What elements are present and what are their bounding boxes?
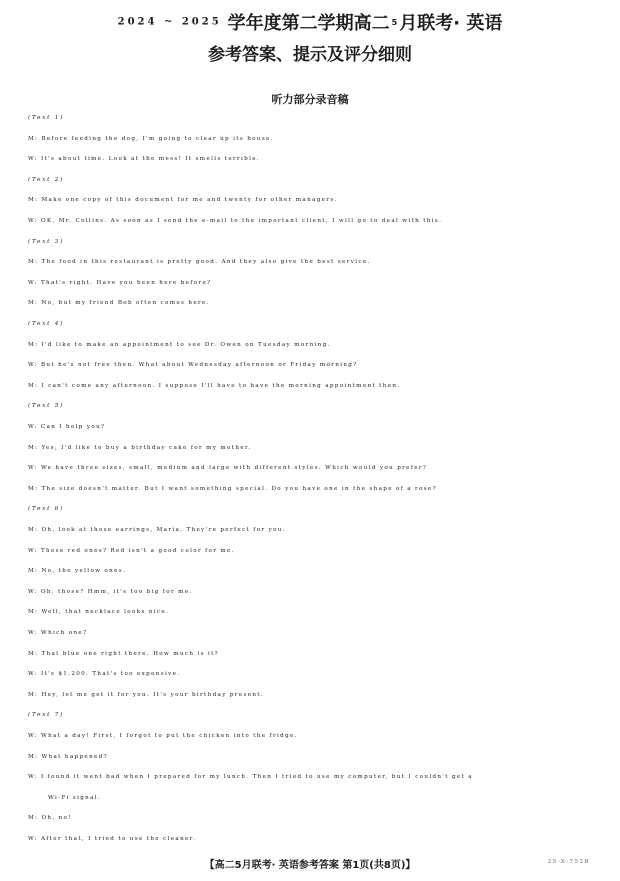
transcript-line: M: Before feeding the dog, I'm going to clear up its house.: [28, 135, 274, 142]
transcript-section-heading: (Text 3): [28, 238, 65, 245]
transcript-line: W: Which one?: [28, 630, 88, 636]
transcript-line: W: I found it went bad when I prepared for my lunch. Then I tried to use my computer, but I couldn't get a: [28, 774, 473, 781]
transcript-line: W: That's right. Have you been here before?: [28, 279, 212, 286]
transcript-line: W: Can I help you?: [28, 424, 106, 430]
transcript-line: M: Well, that necklace looks nice.: [28, 609, 170, 616]
transcript-section-heading: (Text 4): [28, 321, 65, 327]
transcript-line: M: I'd like to make an appointment to see Dr. Owen on Tuesday morning.: [28, 341, 331, 348]
transcript-line: W: It's $1,200. That's too expensive.: [28, 671, 181, 678]
transcript-section-heading: (Text 1): [28, 115, 65, 121]
transcript-line: M: I can't come any afternoon. I suppose I'll have to have the morning appointment then.: [28, 382, 401, 389]
transcript-section-heading: (Text 2): [28, 176, 65, 183]
footer-code: 25-X-752B: [547, 859, 590, 865]
transcript-line: W: But he's not free then. What about Wednesday afternoon or Friday morning?: [28, 362, 358, 369]
transcript-line: M: No, the yellow ones.: [28, 568, 127, 575]
transcript-line: M: Yes, I'd like to buy a birthday cake for my mother.: [28, 444, 252, 451]
exam-years: 2024 ~ 2025: [117, 16, 222, 28]
transcript-line: W: These red ones? Red isn't a good color for me.: [28, 547, 235, 554]
exam-subtitle: 参考答案、提示及评分细则: [208, 45, 412, 65]
page-footer: [0, 856, 620, 872]
transcript-line: M: The food in this restaurant is pretty good. And they also give the best service.: [28, 259, 371, 266]
transcript-line: M: Oh, no!: [28, 815, 72, 822]
transcript-line: M: The size doesn't matter. But I want something special. Do you have one in the shape of a rose?: [28, 485, 438, 492]
transcript-line: M: What happened?: [28, 753, 108, 760]
transcript-line: M: That blue one right there. How much is it?: [28, 650, 220, 657]
transcript-line: W: What a day! First, I forgot to put the chicken into the fridge.: [28, 733, 298, 739]
transcript-line: W: OK, Mr. Collins. As soon as I send the e-mail to the important client, I will go to deal with this.: [28, 218, 443, 224]
transcript-section-heading: (Text 6): [28, 506, 65, 513]
transcript-line: Wi-Fi signal.: [48, 794, 102, 801]
transcript-line: M: No, but my friend Bob often comes here.: [28, 300, 210, 307]
footer-text: 【高二5月联考· 英语参考答案 第1页(共8页)】: [204, 860, 416, 871]
exam-title-part2: 月联考· 英语: [399, 13, 503, 34]
transcript-line: M: Oh, look at those earrings, Maria. They're perfect for you.: [28, 527, 286, 533]
transcript-line: W: Oh, those? Hmm, it's too big for me.: [28, 588, 193, 595]
transcript-line: M: Make one copy of this document for me and twenty for other managers.: [28, 197, 338, 204]
section-title: 听力部分录音稿: [271, 93, 349, 106]
transcript-line: M: Hey, let me get it for you. It's your birthday present.: [28, 691, 265, 698]
exam-title: [0, 9, 620, 35]
transcript-section-heading: (Text 5): [28, 403, 65, 410]
transcript-line: W: It's about time. Look at the mess! It smells terrible.: [28, 156, 261, 163]
exam-month-number: 5: [391, 17, 398, 27]
exam-title-part1: 学年度第二学期高二: [227, 13, 390, 34]
transcript-section-heading: (Text 7): [28, 712, 65, 719]
transcript-line: W: We have three sizes, small, medium and large with different styles. Which would you prefer?: [28, 465, 428, 472]
transcript-line: W: After that, I tried to use the cleaner.: [28, 836, 197, 842]
